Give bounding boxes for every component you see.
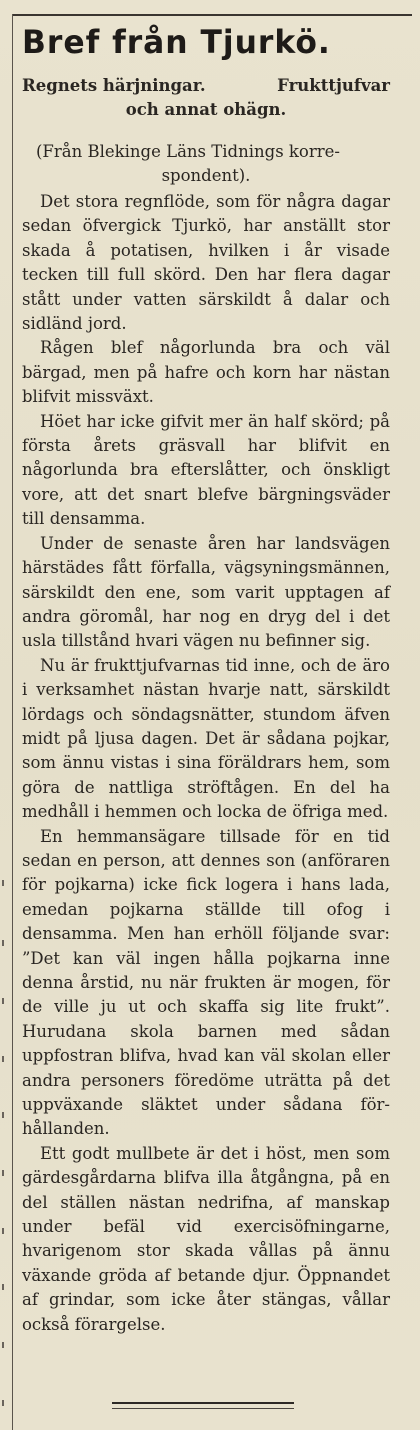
- margin-marks: [0, 880, 8, 1420]
- end-rule: [112, 1402, 294, 1404]
- subheading-second-line: och annat ohägn.: [125, 100, 287, 119]
- paragraph: Under de senaste åren har landsvägen härstädes fått förfalla, vägsyningsmännen, särskildt den ene, som varit upptagen af andra göromål, har nog en dryg del i det usla tillstånd hvari vägen nu befinner sig.: [22, 533, 390, 651]
- paragraph: Nu är frukttjufvarnas tid inne, och de äro i verksamhet nästan hvarje natt, särskildt lördags och söndagsnätter, stundom äfven midt på ljusa dagen. Det är sådana pojkar, som ännu vistas i sina föräldrars hem, som göra de nattliga ströftågen. En del ha medhåll i hemmen och locka de öfriga med.: [22, 655, 390, 822]
- paragraph: Det stora regnflöde, som för några dagar sedan öfvergick Tjurkö, har anställt stor skada å potatisen, hvilken i år visade tecken till full skörd. Den har flera dagar stått under vatten särskildt å dalar och sidländ jord.: [22, 192, 390, 334]
- column-rule: [12, 14, 13, 1430]
- article: [22, 22, 390, 1337]
- article-body: [22, 190, 390, 1337]
- paragraph: Rågen blef någorlunda bra och väl bärgad, men på hafre och korn har nästan blifvit missväxt.: [22, 338, 390, 407]
- end-rule-thin: [112, 1408, 294, 1409]
- headline: Bref från Tjurkö.: [22, 23, 331, 61]
- paragraph: En hemmansägare tillsade för en tid sedan en person, att dennes son (anföraren för pojkarna) icke fick logera i hans lada, emedan pojkarna ställde till ofog i densamma. Men han erhöll följande svar: ”Det kan väl ingen hålla pojkarna inne denna årstid, nu när frukten är mogen, för de ville ju ut och skaffa sig lite frukt”. Hurudana skola barnen med sådan uppfostran blifva, hvad kan väl skolan eller andra personers föredöme uträtta på det uppväxande släktet under sådana förhållanden.: [22, 826, 390, 1139]
- source-line-2: spondent).: [161, 166, 251, 185]
- source-note: [22, 140, 390, 188]
- paragraph: Ett godt mullbete är det i höst, men som gärdesgårdarna blifva illa åtgångna, på en del ställen nästan nedrifna, af manskap under befäl vid exercisöfningarne, hvarigenom stor skada vållas på ännu växande gröda af betande djur. Öppnandet af grindar, som icke åter stängas, vållar också förargelse.: [22, 1143, 390, 1334]
- source-line-1: (Från Blekinge Läns Tidnings korre-: [36, 142, 340, 161]
- subheading: [22, 74, 390, 122]
- subheading-left: Regnets härjningar.: [22, 76, 206, 95]
- top-rule: [12, 14, 412, 16]
- paragraph: Höet har icke gifvit mer än half skörd; på första årets gräsvall har blifvit en någorlunda bra efterslåtter, och önskligt vore, att det snart blefve bärgningsväder till densamma.: [22, 411, 390, 529]
- subheading-right: Frukttjufvar: [277, 76, 390, 95]
